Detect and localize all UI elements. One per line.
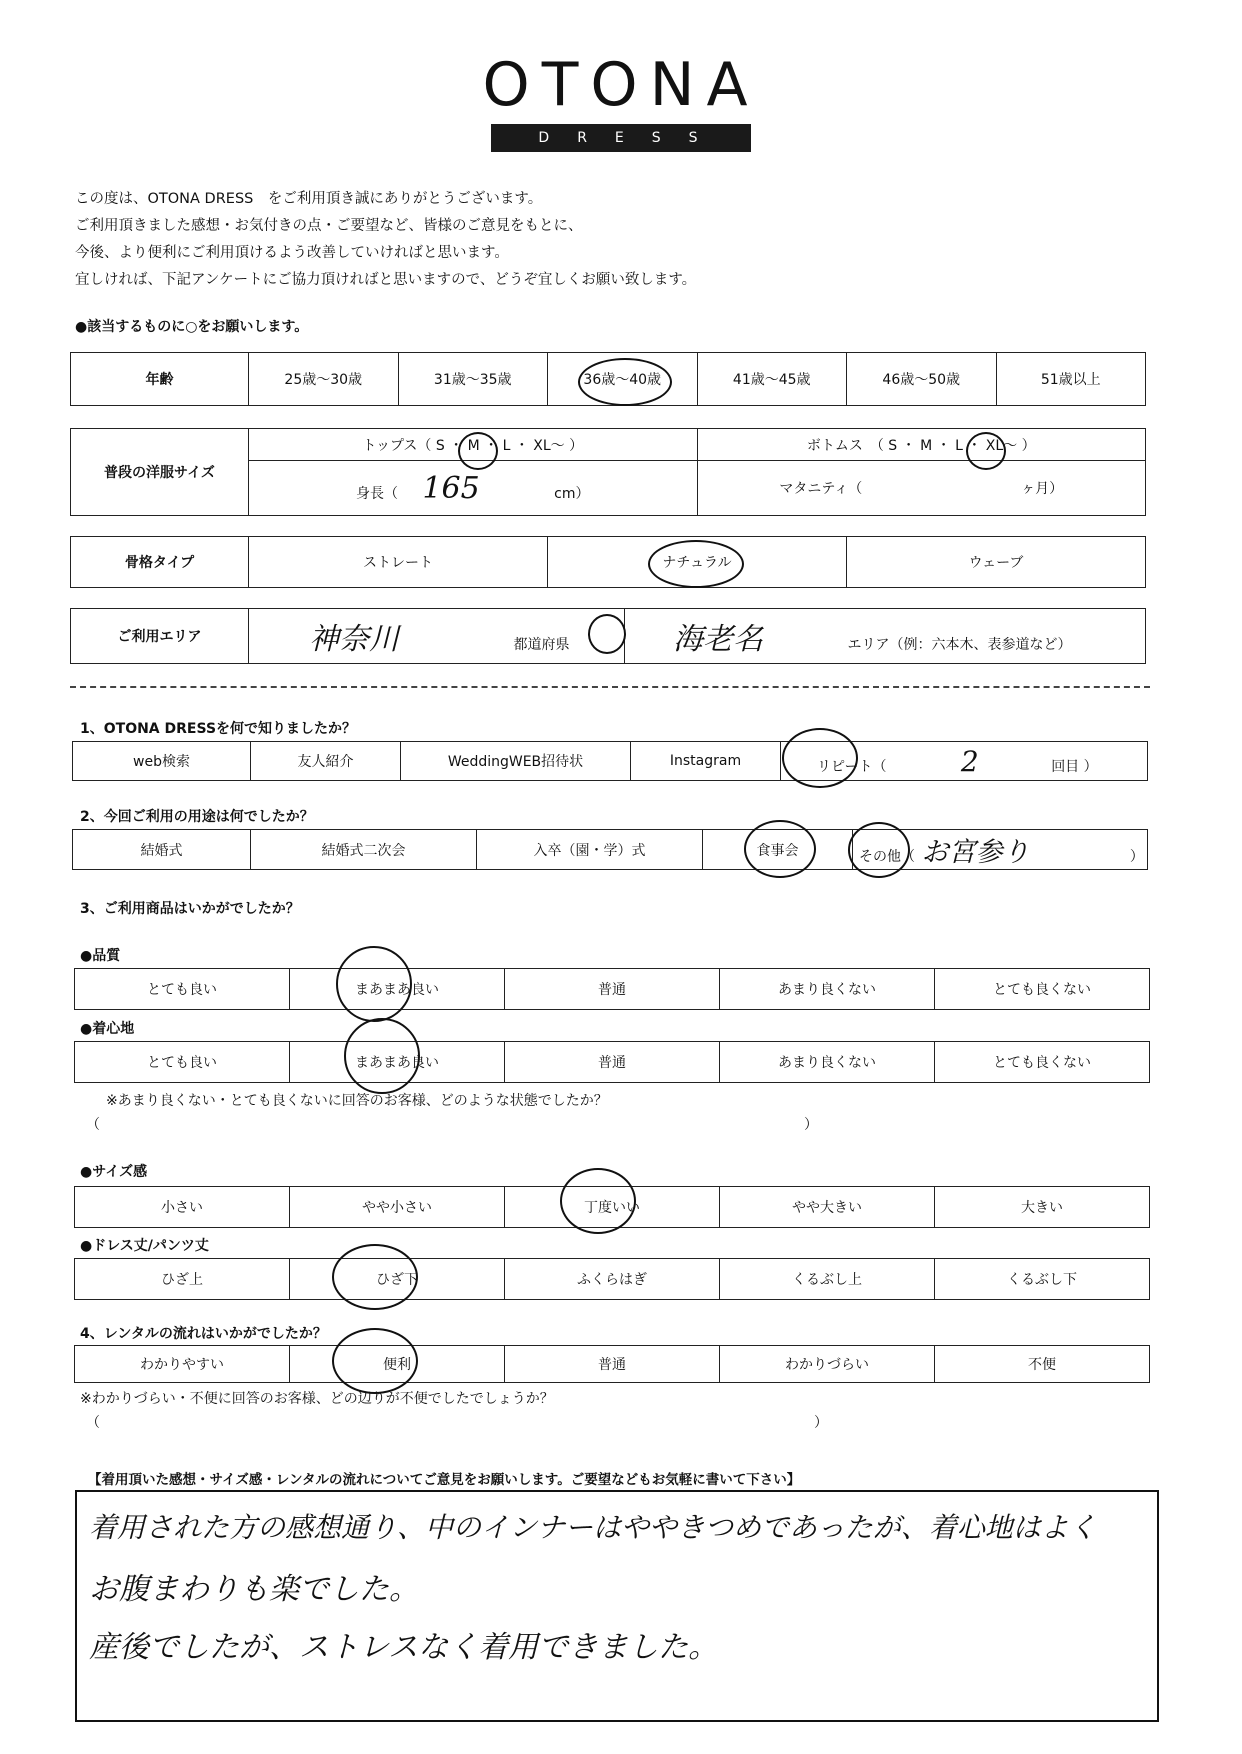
area-hint: エリア（例：六本木、表参道など） — [847, 637, 1072, 653]
height-unit: cm） — [554, 485, 590, 502]
intro-text — [75, 186, 696, 294]
q1-option[interactable]: web検索 — [73, 742, 251, 781]
age-option[interactable]: 25歳〜30歳 — [249, 353, 399, 406]
logo-main: OTONA — [482, 50, 760, 120]
comfort-reason-close: ） — [804, 1117, 818, 1133]
q1-repeat-label: リピート（ — [817, 758, 887, 775]
area-table — [70, 608, 1146, 664]
q4-option[interactable]: 不便 — [935, 1346, 1150, 1383]
instruction: ●該当するものに○をお願いします。 — [75, 319, 309, 335]
size-label: 普段の洋服サイズ — [71, 429, 249, 516]
comfort-option[interactable]: とても良くない — [935, 1042, 1150, 1083]
comfort-option[interactable]: 普通 — [505, 1042, 720, 1083]
bottoms-size[interactable]: ボトムス （ S ・ M ・ L ・ XL〜 ） — [697, 429, 1146, 461]
intro-line: ご利用頂きました感想・お気付きの点・ご要望など、皆様のご意見をもとに、 — [75, 218, 583, 234]
comment-box[interactable] — [75, 1490, 1159, 1722]
length-option[interactable]: ふくらはぎ — [505, 1259, 720, 1300]
q4-option[interactable]: 便利 — [290, 1346, 505, 1383]
q4-note: ※わかりづらい・不便に回答のお客様、どの辺りが不便でしたでしょうか？ — [80, 1391, 554, 1407]
age-label: 年齢 — [71, 353, 249, 406]
q1-option[interactable]: 友人紹介 — [251, 742, 401, 781]
q2-other-label: その他（ — [859, 849, 915, 865]
q1-table — [72, 741, 1148, 781]
comfort-table — [74, 1041, 1150, 1083]
q2-table — [72, 829, 1148, 870]
q2-other-value: お宮参り — [921, 837, 1030, 868]
maternity-unit: ヶ月） — [1021, 481, 1064, 498]
length-option[interactable]: くるぶし下 — [935, 1259, 1150, 1300]
maternity-field[interactable] — [697, 461, 1146, 516]
size-feel-table — [74, 1186, 1150, 1228]
q1-repeat-count: 2 — [960, 744, 979, 778]
q2-option[interactable]: 食事会 — [703, 830, 853, 870]
length-option[interactable]: ひざ下 — [290, 1259, 505, 1300]
q4-reason-close: ） — [814, 1415, 828, 1431]
length-label: ●ドレス丈/パンツ丈 — [80, 1238, 209, 1254]
maternity-label: マタニティ（ — [779, 481, 863, 498]
q4-title: 4、レンタルの流れはいかがでしたか？ — [80, 1326, 327, 1342]
q2-title: 2、今回ご利用の用途は何でしたか？ — [80, 809, 314, 825]
tops-size[interactable]: トップス（ S ・ M ・ L ・ XL〜 ） — [249, 429, 698, 461]
quality-option[interactable]: まあまあ良い — [290, 969, 505, 1010]
age-table — [70, 352, 1146, 406]
q2-option[interactable]: 入卒（園・学）式 — [477, 830, 703, 870]
q4-option[interactable]: わかりづらい — [720, 1346, 935, 1383]
city-value: 海老名 — [673, 622, 763, 657]
comfort-option[interactable]: あまり良くない — [720, 1042, 935, 1083]
height-field[interactable] — [249, 461, 698, 516]
size-table — [70, 428, 1146, 516]
age-option[interactable]: 36歳〜40歳 — [548, 353, 698, 406]
logo — [0, 50, 1242, 152]
divider — [70, 686, 1150, 688]
q3-title: 3、ご利用商品はいかがでしたか？ — [80, 901, 300, 917]
q1-option[interactable]: Instagram — [631, 742, 781, 781]
comfort-label: ●着心地 — [80, 1021, 135, 1037]
quality-label: ●品質 — [80, 948, 121, 964]
logo-sub: DRESS — [491, 124, 751, 152]
comfort-option[interactable]: とても良い — [75, 1042, 290, 1083]
age-option[interactable]: 51歳以上 — [996, 353, 1146, 406]
comment-line: 着用された方の感想通り、中のインナーはややきつめであったが、着心地はよく — [89, 1511, 1097, 1544]
quality-option[interactable]: 普通 — [505, 969, 720, 1010]
q2-option[interactable]: 結婚式 — [73, 830, 251, 870]
prefecture-value: 神奈川 — [309, 622, 399, 657]
q2-other-field[interactable] — [853, 830, 1148, 870]
size-feel-option[interactable]: やや小さい — [290, 1187, 505, 1228]
q2-option[interactable]: 結婚式二次会 — [251, 830, 477, 870]
length-option[interactable]: くるぶし上 — [720, 1259, 935, 1300]
age-option[interactable]: 41歳〜45歳 — [697, 353, 847, 406]
size-feel-option[interactable]: 小さい — [75, 1187, 290, 1228]
size-feel-option[interactable]: 丁度いい — [505, 1187, 720, 1228]
skeleton-option[interactable]: ストレート — [249, 537, 548, 588]
skeleton-label: 骨格タイプ — [71, 537, 249, 588]
q4-option[interactable]: 普通 — [505, 1346, 720, 1383]
prefecture-suffix: 都道府県 — [513, 637, 570, 653]
comfort-option[interactable]: まあまあ良い — [290, 1042, 505, 1083]
q4-reason-open: （ — [86, 1415, 100, 1431]
age-option[interactable]: 46歳〜50歳 — [847, 353, 997, 406]
q4-option[interactable]: わかりやすい — [75, 1346, 290, 1383]
comfort-reason-open: （ — [86, 1117, 100, 1133]
comment-line: 産後でしたが、ストレスなく着用できました。 — [89, 1630, 719, 1665]
q1-title: 1、OTONA DRESSを何で知りましたか？ — [80, 721, 357, 737]
q2-other-close: ） — [1129, 849, 1144, 865]
quality-table — [74, 968, 1150, 1010]
quality-option[interactable]: とても良くない — [935, 969, 1150, 1010]
intro-line: 宜しければ、下記アンケートにご協力頂ければと思いますので、どうぞ宜しくお願い致します。 — [75, 272, 697, 288]
length-option[interactable]: ひざ上 — [75, 1259, 290, 1300]
intro-line: この度は、OTONA DRESS をご利用頂き誠にありがとうございます。 — [75, 191, 543, 207]
size-feel-option[interactable]: 大きい — [935, 1187, 1150, 1228]
quality-option[interactable]: とても良い — [75, 969, 290, 1010]
prefecture-field[interactable] — [249, 609, 625, 664]
size-feel-option[interactable]: やや大きい — [720, 1187, 935, 1228]
skeleton-option[interactable]: ナチュラル — [548, 537, 847, 588]
q1-repeat-unit: 回目 ） — [1051, 758, 1098, 775]
intro-line: 今後、より便利にご利用頂けるよう改善していければと思います。 — [75, 245, 509, 261]
skeleton-option[interactable]: ウェーブ — [847, 537, 1146, 588]
q4-table — [74, 1345, 1150, 1383]
height-value: 165 — [422, 470, 480, 506]
quality-option[interactable]: あまり良くない — [720, 969, 935, 1010]
comment-line: お腹まわりも楽でした。 — [89, 1572, 419, 1607]
size-feel-label: ●サイズ感 — [80, 1164, 148, 1180]
area-label: ご利用エリア — [71, 609, 249, 664]
skeleton-table — [70, 536, 1146, 588]
length-table — [74, 1258, 1150, 1300]
q1-option[interactable]: WeddingWEB招待状 — [401, 742, 631, 781]
comment-title: 【着用頂いた感想・サイズ感・レンタルの流れについてご意見をお願いします。ご要望などもお気軽に書いて下さい】 — [88, 1472, 801, 1488]
q1-repeat-field[interactable] — [781, 742, 1148, 781]
age-option[interactable]: 31歳〜35歳 — [398, 353, 548, 406]
comfort-note: ※あまり良くない・とても良くないに回答のお客様、どのような状態でしたか？ — [106, 1093, 608, 1109]
height-label: 身長（ — [355, 485, 398, 502]
city-field[interactable] — [625, 609, 1146, 664]
